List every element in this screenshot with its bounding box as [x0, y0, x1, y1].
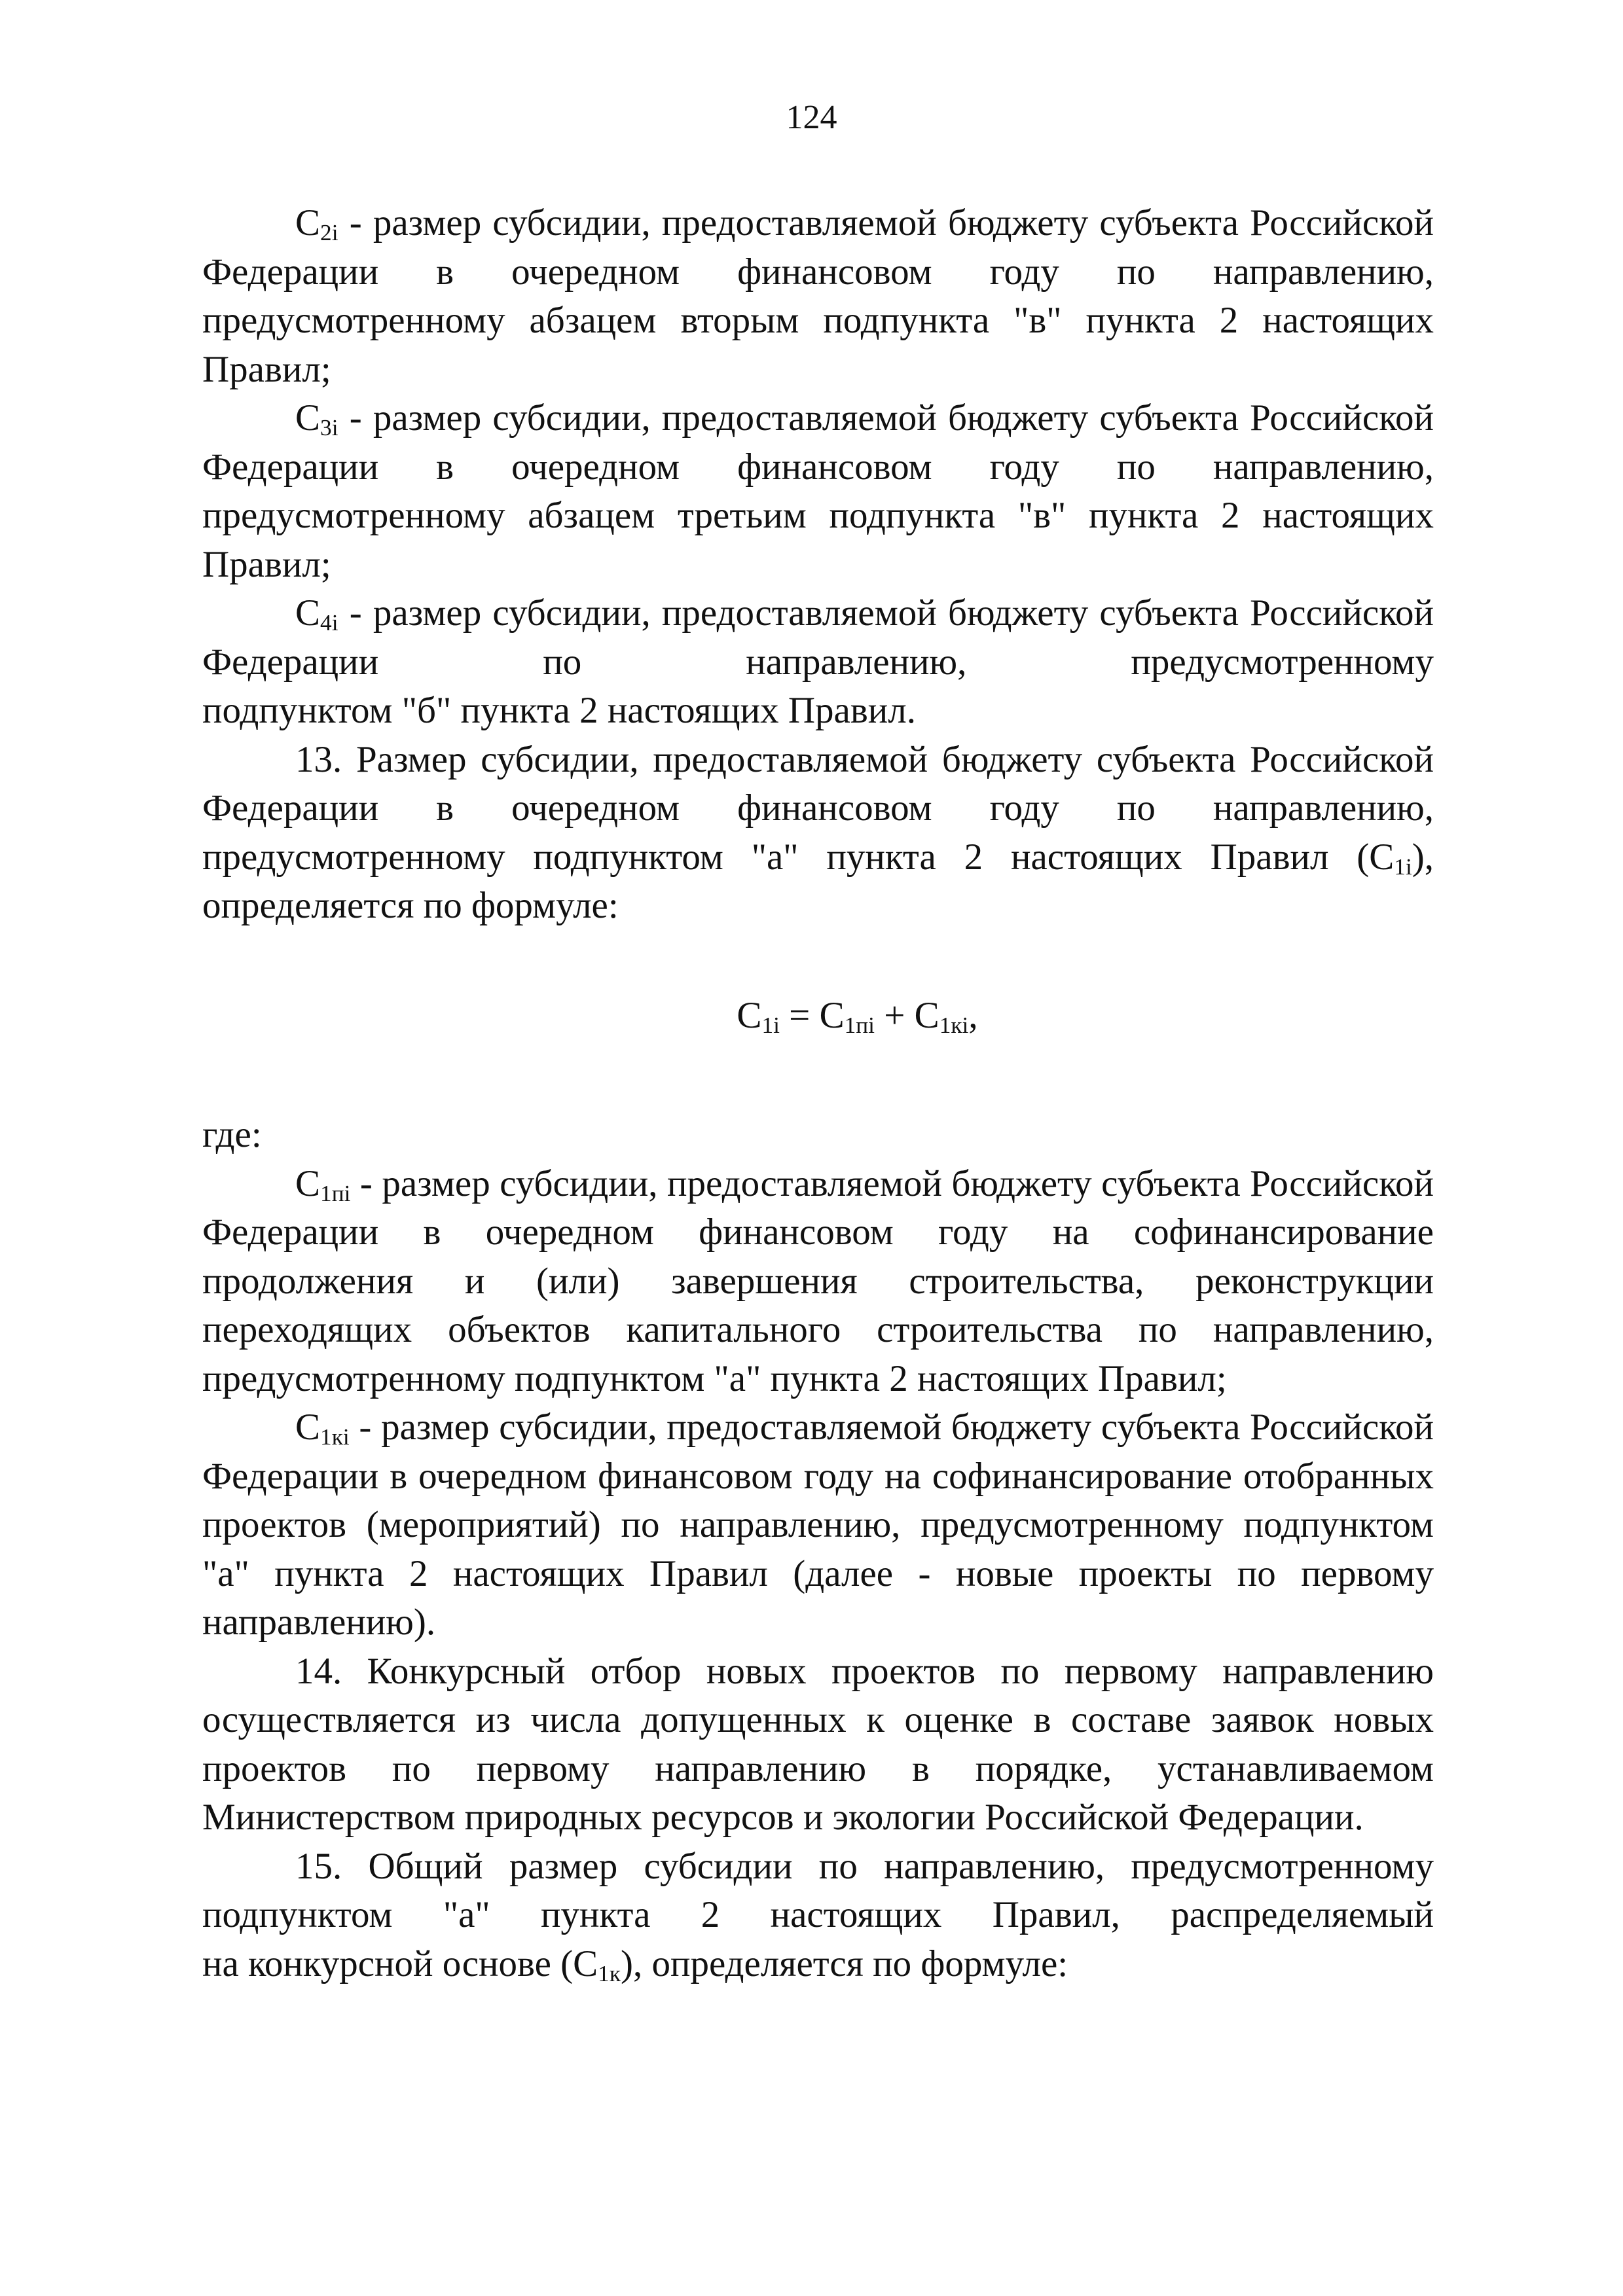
- formula-term2-sub: 1кi: [939, 1012, 969, 1038]
- document-body: [202, 199, 1434, 1988]
- where-label: где:: [202, 1114, 262, 1155]
- var-subscript: 1к: [598, 1960, 621, 1986]
- var-c: C: [295, 1407, 321, 1448]
- var-subscript: 1i: [1394, 853, 1412, 880]
- formula-term1: C: [819, 994, 845, 1036]
- paragraph-15-line1: 15. Общий размер субсидии по направлению, предусмотренному подпунктом "а" пункта 2 настоящих Правил, распределяемый: [202, 1845, 1434, 1935]
- var-subscript: 4i: [320, 609, 338, 636]
- formula-lhs: C: [737, 994, 762, 1036]
- paragraph-text-end: ), определяется по формуле:: [202, 836, 1434, 926]
- var-subscript: 3i: [320, 414, 338, 440]
- paragraph-15-line2: [202, 1940, 1434, 1989]
- definition-text: - размер субсидии, предоставляемой бюджету субъекта Российской Федерации в очередном финансовом году по направлению, предусмотренному абзацем вторым подпункта "в" пункта 2 настоящих Правил;: [202, 202, 1434, 390]
- formula-lhs-sub: 1i: [761, 1012, 780, 1038]
- formula-term2: C: [914, 994, 939, 1036]
- paragraph-13: [202, 736, 1434, 931]
- var-subscript: 1кi: [320, 1424, 350, 1450]
- var-c: C: [295, 202, 321, 243]
- paragraph-text-end: ), определяется по формуле:: [620, 1943, 1068, 1984]
- var-c: C: [295, 397, 321, 439]
- definition-text: - размер субсидии, предоставляемой бюджету субъекта Российской Федерации в очередном финансовом году на софинансирование продолжения и (или) завершения строительства, реконструкции переходящих объектов капитального строительства по направлению, предусмотренному подпунктом "а" пункта 2 настоящих Правил;: [202, 1162, 1434, 1399]
- paragraph-15: [202, 1842, 1434, 1989]
- formula-term1-sub: 1пi: [844, 1012, 875, 1038]
- formula-end: ,: [968, 994, 978, 1036]
- var-subscript: 2i: [320, 219, 338, 245]
- page-number: 124: [786, 99, 837, 136]
- paragraph-14: 14. Конкурсный отбор новых проектов по первому направлению осуществляется из числа допущенных к оценке в составе заявок новых проектов по первому направлению в порядке, устанавливаемом Министерством природных ресурсов и экологии Российской Федерации.: [202, 1650, 1434, 1838]
- definition-text: - размер субсидии, предоставляемой бюджету субъекта Российской Федерации по направлению, предусмотренному: [202, 592, 1434, 683]
- formula: [202, 992, 1434, 1041]
- definition-text: - размер субсидии, предоставляемой бюджету субъекта Российской Федерации в очередном финансовом году на софинансирование отобранных проектов (мероприятий) по направлению, предусмотренному подпунктом "а" пункта 2 настоящих Правил (далее - новые проекты по первому направлению).: [202, 1407, 1434, 1643]
- paragraph-text: 13. Размер субсидии, предоставляемой бюджету субъекта Российской Федерации в очередном финансовом году по направлению, предусмотренному подпунктом "а" пункта 2 настоящих Правил (C: [202, 738, 1434, 878]
- definition-c2i: [202, 199, 1434, 394]
- paragraph-text: на конкурсной основе (C: [202, 1943, 598, 1984]
- var-c: C: [295, 1162, 321, 1204]
- definition-c3i: [202, 394, 1434, 589]
- var-subscript: 1пi: [320, 1180, 351, 1206]
- formula-equals: =: [779, 994, 820, 1036]
- definition-text: - размер субсидии, предоставляемой бюджету субъекта Российской Федерации в очередном финансовом году по направлению, предусмотренному абзацем третьим подпункта "в" пункта 2 настоящих Правил;: [202, 397, 1434, 585]
- definition-c1ki: [202, 1403, 1434, 1647]
- definition-c1pi: [202, 1160, 1434, 1404]
- definition-c4i-line2: подпунктом "б" пункта 2 настоящих Правил.: [202, 690, 916, 731]
- definition-c4i-line1: [202, 589, 1434, 687]
- formula-plus: +: [875, 994, 915, 1036]
- var-c: C: [295, 592, 321, 634]
- definition-c4i: [202, 589, 1434, 736]
